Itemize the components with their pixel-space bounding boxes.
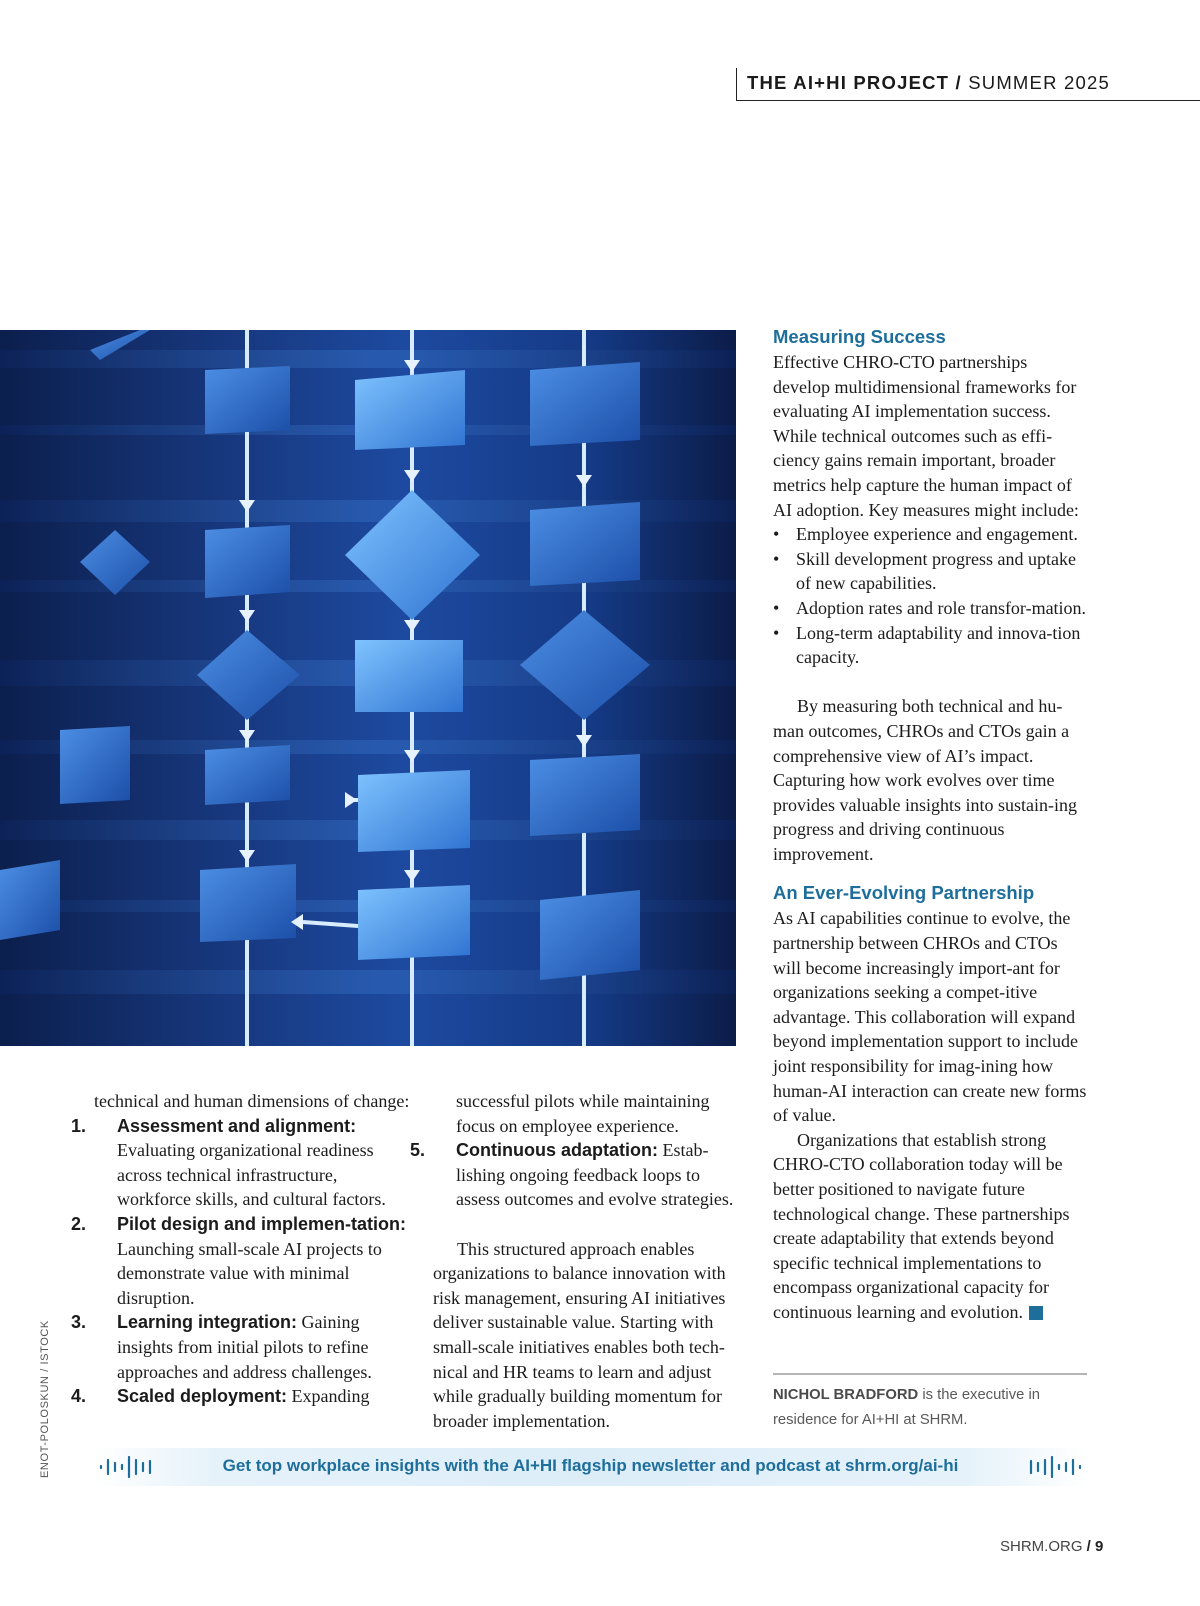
list-item [71, 1212, 414, 1310]
list-label: Continuous adaptation: [456, 1140, 658, 1161]
photo-credit: ENOT-POLOSKUN / ISTOCK [39, 1320, 51, 1478]
paragraph: By measuring both technical and hu-man outcomes, CHROs and CTOs gain a comprehensive view of AI’s impact. Capturing how work evolves over time provides valuable insights into sustain-ing progress and driving continuous improvement. [773, 696, 1077, 864]
author-bio [773, 1383, 1088, 1432]
section-heading: An Ever-Evolving Partnership [773, 882, 1035, 904]
author-bio-text: is the executive in residence for AI+HI at SHRM. [773, 1387, 1040, 1428]
running-header [736, 68, 1200, 101]
bio-divider [773, 1373, 1087, 1375]
list-continuation: successful pilots while maintaining focus on employee experience. [456, 1091, 710, 1136]
list-number: 5. [410, 1140, 426, 1161]
list-text: Gaining insights from initial pilots to refine approaches and address challenges. [117, 1312, 372, 1382]
paragraph [773, 1128, 1088, 1325]
list-item [71, 1384, 414, 1409]
list-label: Scaled deployment: [117, 1386, 288, 1407]
bullet-item [773, 596, 1088, 621]
bullet-item [773, 547, 1088, 596]
column-2 [410, 1089, 748, 1433]
hr-end-mark-icon: HR [1029, 1306, 1043, 1320]
list-item [71, 1114, 414, 1212]
list-item [71, 1310, 414, 1384]
header-separator: / [955, 72, 962, 93]
paragraph: As AI capabilities continue to evolve, the partnership between CHROs and CTOs will become increasingly import-ant for organizations seeking a compet-itive advantage. This collaboration will expand beyond implementation support to include joint responsibility for imag-ining how human-AI interaction can create new forms of value. [773, 908, 1087, 1126]
bullet-icon: • [773, 597, 780, 618]
paragraph: This structured approach enables organizations to balance innovation with risk management, ensuring AI initiatives deliver sustainable value. Starting with small-scale initiatives enables both tech-nical and HR teams to learn and adjust while gradually building momentum for broader implementation. [433, 1238, 726, 1431]
list-label: Pilot design and implemen-tation: [117, 1213, 407, 1234]
bullet-text: Skill development progress and uptake of new capabilities. [796, 548, 1076, 594]
paragraph: Effective CHRO-CTO partnerships develop multidimensional frameworks for evaluating AI implementation success. While technical outcomes such as effi-ciency gains remain important, broader metrics help capture the human impact of AI adoption. Key measures might include: [773, 352, 1079, 520]
bullet-text: Adoption rates and role transfor-mation. [796, 597, 1087, 618]
bullet-icon: • [773, 548, 780, 569]
page-folio [1000, 1538, 1103, 1555]
bullet-item [773, 621, 1088, 670]
list-item [410, 1138, 748, 1212]
publication-name: THE AI+HI PROJECT [747, 72, 950, 93]
bullet-icon: • [773, 524, 780, 545]
flowchart-image [0, 330, 736, 1046]
page-number: 9 [1095, 1538, 1104, 1555]
list-label: Assessment and alignment: [117, 1115, 357, 1136]
list-text: Expanding [287, 1386, 370, 1407]
list-number: 1. [71, 1115, 87, 1136]
paragraph-text: Organizations that establish strong CHRO-CTO collaboration today will be better positioned to navigate future technological change. These partnerships create adaptability that extends beyond specific technical implementations to encompass organizational capacity for continuous learning and evolution. [773, 1129, 1070, 1322]
promo-banner[interactable] [94, 1448, 1087, 1486]
folio-site: SHRM.ORG [1000, 1538, 1083, 1555]
author-name: NICHOL BRADFORD [773, 1387, 919, 1403]
list-number: 2. [71, 1213, 87, 1234]
column-1 [71, 1089, 414, 1409]
bullet-text: Long-term adaptability and innova-tion capacity. [796, 622, 1081, 668]
promo-banner-text[interactable]: Get top workplace insights with the AI+HI flagship newsletter and podcast at shrm.org/ai-hi [222, 1456, 959, 1475]
list-text: Launching small-scale AI projects to demonstrate value with minimal disruption. [117, 1238, 382, 1308]
bullet-text: Employee experience and engagement. [796, 524, 1078, 545]
list-number: 3. [71, 1312, 87, 1333]
soundwave-icon [1027, 1454, 1083, 1480]
bullet-icon: • [773, 622, 780, 643]
list-number: 4. [71, 1386, 87, 1407]
issue-date: SUMMER 2025 [968, 72, 1110, 93]
section-heading: Measuring Success [773, 326, 946, 347]
folio-separator: / [1086, 1538, 1091, 1555]
list-text: Estab-lishing ongoing feedback loops to assess outcomes and evolve strategies. [456, 1140, 734, 1210]
running-header-text [747, 72, 1110, 94]
bullet-item [773, 522, 1088, 547]
column-1-intro: technical and human dimensions of change: [94, 1091, 410, 1111]
column-3 [773, 324, 1088, 1325]
list-label: Learning integration: [117, 1312, 297, 1333]
list-text: Evaluating organizational readiness across technical infrastructure, workforce skills, and cultural factors. [117, 1140, 386, 1210]
